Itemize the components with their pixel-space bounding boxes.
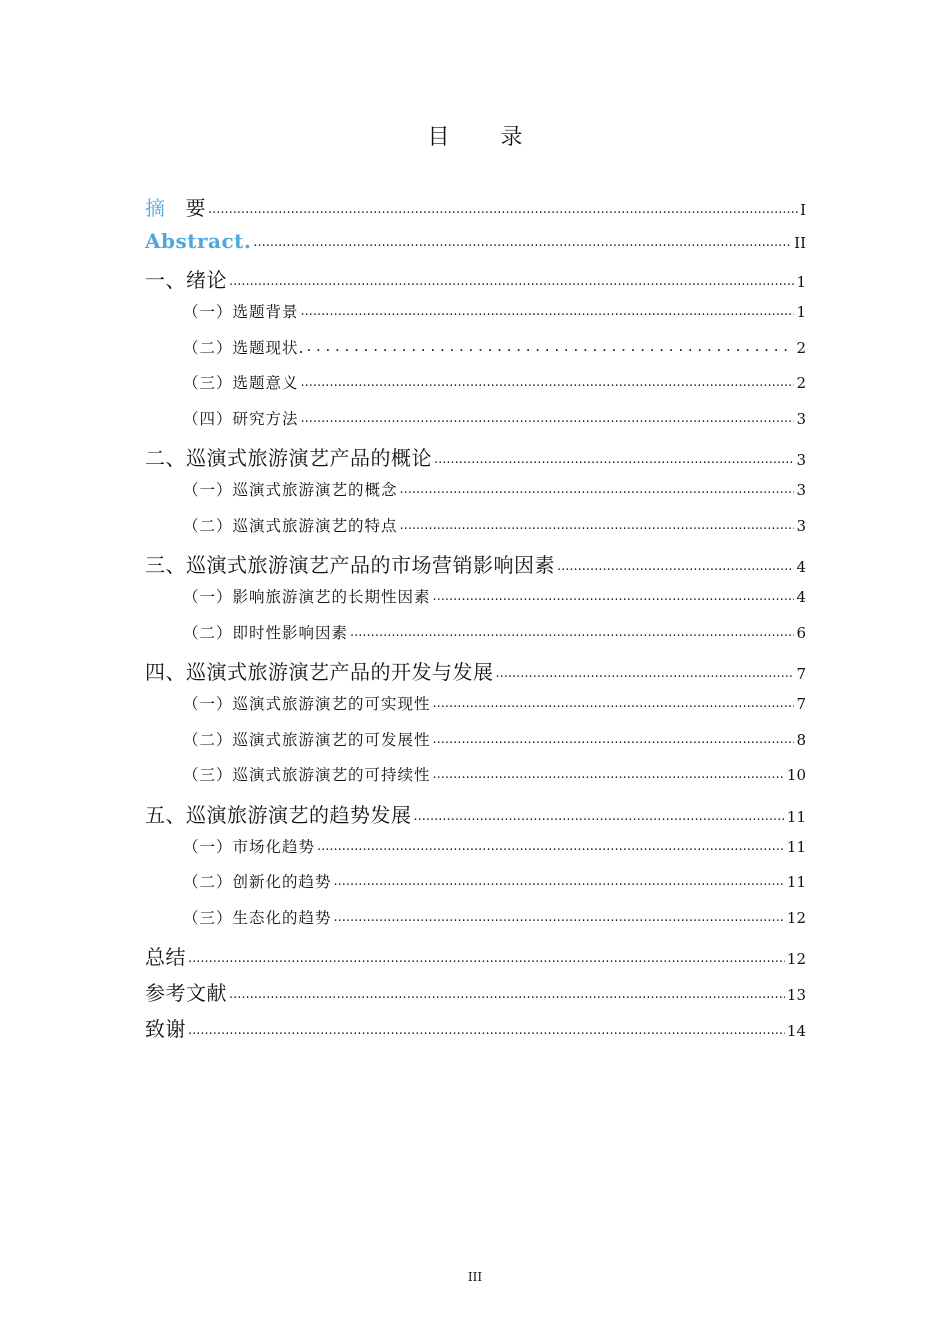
toc-entry[interactable] [145,514,806,550]
toc-entry[interactable] [145,442,806,478]
toc-entry-label: Abstract. [145,229,252,253]
toc-entry[interactable] [145,621,806,657]
toc-dot-leader [414,802,785,822]
toc-entry-label: （三）生态化的趋势 [183,908,332,927]
toc-entry[interactable] [145,549,806,585]
toc-entry-page: I [800,201,806,219]
toc-entry[interactable] [145,407,806,443]
toc-entry-page: 11 [786,873,806,891]
toc-entry-label: （一）市场化趋势 [183,837,316,856]
toc-entry-page: 2 [796,374,806,392]
toc-entry-label: 参考文献 [145,981,227,1005]
toc-entry-label: 摘 要 [145,196,206,220]
toc-entry[interactable] [145,300,806,336]
toc-dot-leader [334,872,785,888]
toc-entry-label: （二）巡演式旅游演艺的可发展性 [183,730,431,749]
toc-dot-leader [400,515,795,531]
toc-entry[interactable] [145,585,806,621]
toc-dot-leader [434,445,794,465]
toc-entry-label: 二、巡演式旅游演艺产品的概论 [145,446,432,470]
toc-entry[interactable] [145,941,806,977]
toc-entry-label: （一）巡演式旅游演艺的可实现性 [183,695,431,713]
toc-entry[interactable] [145,906,806,942]
toc-entry-page: 1 [796,273,806,291]
toc-entry-label: （四）研究方法 [183,409,299,428]
toc-entry-page: 11 [786,807,806,826]
page-number-footer: III [467,1270,483,1284]
toc-dot-leader [253,228,792,248]
toc-entry-label: 致谢 [145,1017,186,1041]
toc-entry[interactable] [145,870,806,906]
toc-entry[interactable] [145,264,806,300]
toc-entry-page: 1 [796,303,806,321]
toc-entries [145,264,806,1049]
toc-entry-label: （一）选题背景 [183,303,299,321]
toc-dot-leader [301,408,795,424]
toc-dot-leader [229,980,785,1000]
toc-dot-leader [400,480,795,496]
toc-entry-page: 7 [796,665,806,683]
toc-entry[interactable] [145,977,806,1013]
toc-entry-zhaiyao[interactable] [145,192,806,228]
toc-entry-label: （三）选题意义 [183,374,299,392]
toc-entry-page: 2 [796,338,806,357]
toc-dot-leader [350,622,794,638]
toc-entry-label: （二）选题现状. [183,338,305,357]
toc-entry-label: （二）即时性影响因素 [183,623,349,642]
toc-entry[interactable] [145,763,806,799]
toc-dot-leader [557,552,794,572]
toc-dot-leader [433,587,795,603]
toc-entry-page: 7 [796,695,806,713]
toc-entry-label: （一）影响旅游演艺的长期性因素 [183,588,431,606]
table-of-contents [145,192,806,1049]
toc-entry-label: 四、巡演式旅游演艺产品的开发与发展 [145,660,494,684]
toc-entry-label: （三）巡演式旅游演艺的可持续性 [183,766,431,784]
toc-entry-page: 3 [796,481,806,499]
toc-entry-page: 8 [796,730,806,749]
toc-dot-leader [317,836,785,852]
toc-entry-page: 4 [796,588,806,606]
toc-dot-leader [301,302,795,318]
toc-entry-label: 总结 [145,945,186,969]
toc-entry-page: 3 [796,409,806,428]
toc-entry-page: 12 [786,908,806,927]
toc-entry[interactable] [145,799,806,835]
toc-entry-page: 13 [786,986,806,1004]
toc-entry[interactable] [145,478,806,514]
toc-dot-leader [433,694,795,710]
toc-dot-leader [208,195,798,215]
toc-dot-leader [188,944,785,964]
toc-entry[interactable] [145,835,806,871]
toc-entry-label: 一、绪论 [145,268,227,292]
toc-entry[interactable] [145,336,806,372]
toc-entry-abstract[interactable] [145,228,806,264]
toc-dot-leader [496,659,795,679]
toc-entry-page: 11 [786,837,806,856]
toc-dot-leader [433,729,795,745]
toc-dot-leader [301,373,795,389]
toc-entry-page: II [794,234,806,252]
toc-dot-leader [433,765,785,781]
toc-entry[interactable] [145,692,806,728]
toc-entry-page: 12 [786,950,806,968]
toc-entry-label: （二）创新化的趋势 [183,873,332,891]
toc-dot-leader [188,1016,785,1036]
toc-entry[interactable] [145,1013,806,1049]
toc-entry-page: 3 [796,451,806,469]
toc-entry-label: 五、巡演旅游演艺的趋势发展 [145,802,412,827]
toc-entry-page: 3 [796,516,806,535]
toc-entry-label: （二）巡演式旅游演艺的特点 [183,516,398,535]
toc-entry-page: 14 [786,1022,806,1040]
toc-entry-label: 三、巡演式旅游演艺产品的市场营销影响因素 [145,553,555,577]
toc-dot-leader [306,337,794,353]
toc-entry-page: 10 [786,766,806,784]
toc-entry[interactable] [145,728,806,764]
toc-entry-label: （一）巡演式旅游演艺的概念 [183,481,398,499]
toc-entry-page: 4 [796,558,806,576]
toc-entry-page: 6 [796,623,806,642]
toc-dot-leader [229,267,794,287]
toc-entry[interactable] [145,371,806,407]
page-title: 目 录 [427,125,545,150]
toc-entry[interactable] [145,656,806,692]
toc-dot-leader [334,907,785,923]
